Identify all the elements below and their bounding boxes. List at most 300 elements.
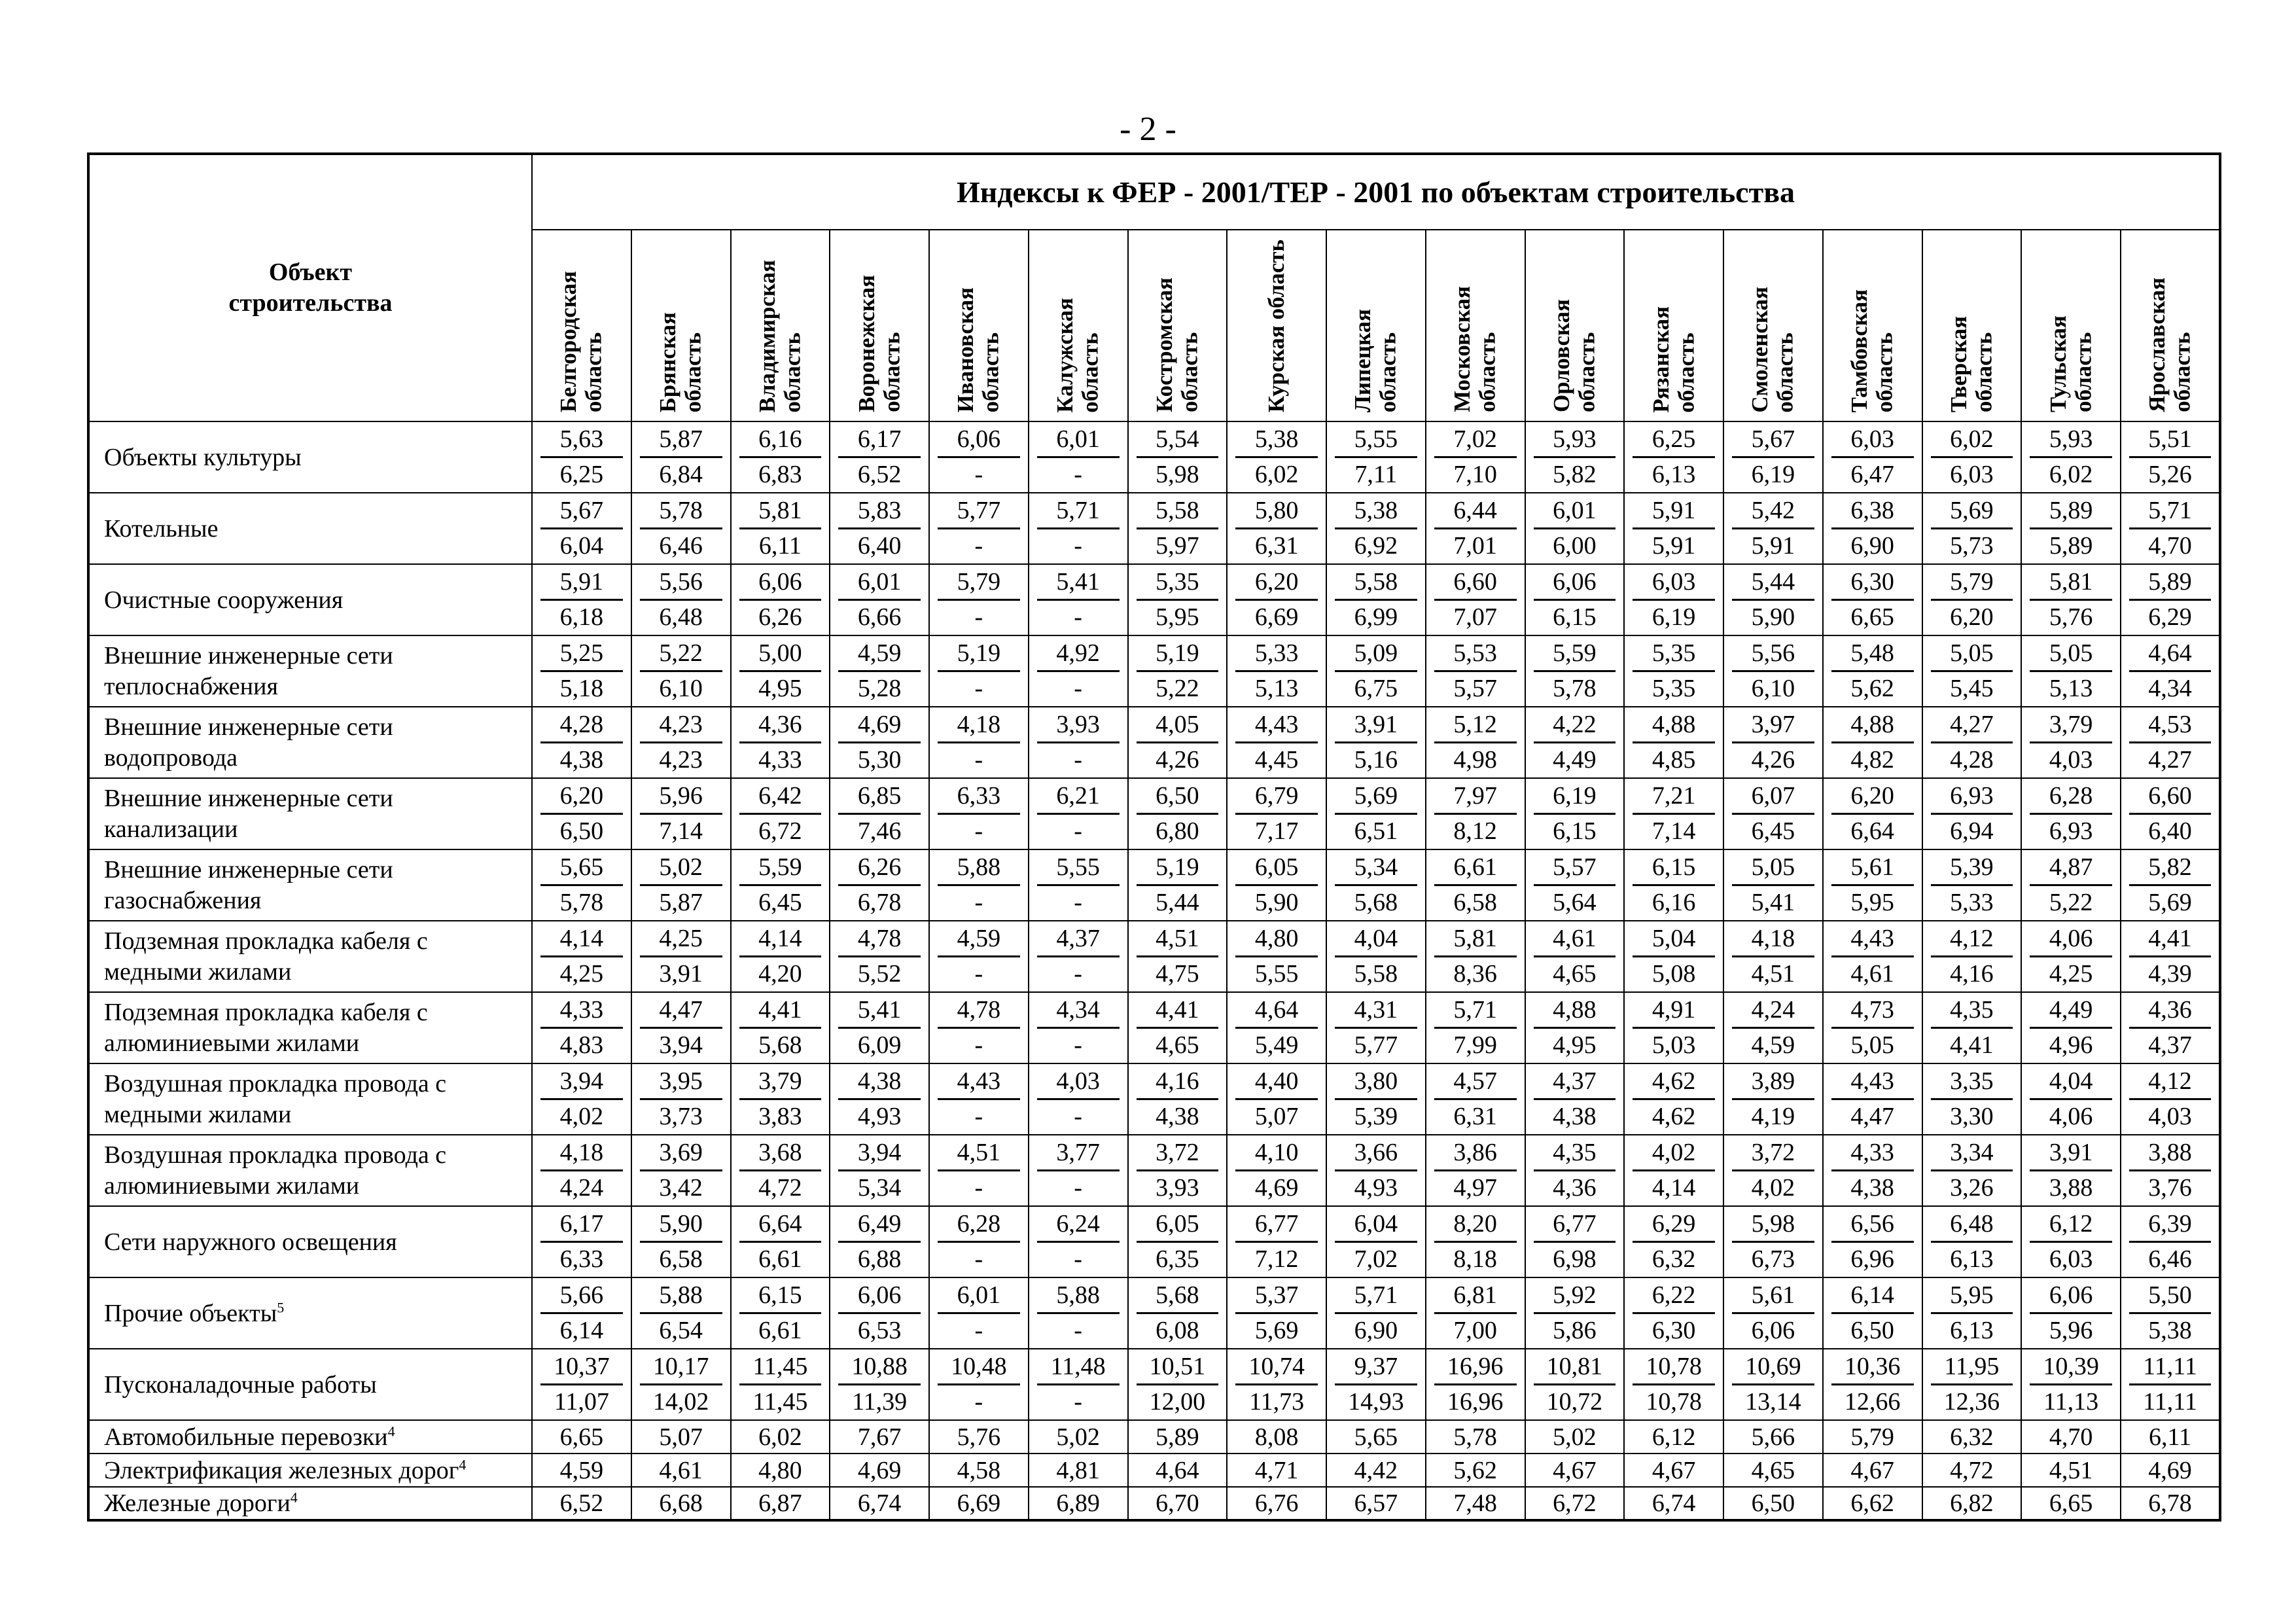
- index-fer: 5,93: [1534, 422, 1616, 458]
- index-cell: [631, 992, 731, 1063]
- index-fer: 5,00: [739, 636, 822, 672]
- region-header: [1029, 230, 1128, 421]
- index-cell: [1128, 707, 1227, 778]
- index-ter: 6,78: [857, 889, 902, 917]
- index-ter: 6,02: [1254, 461, 1299, 489]
- index-ter: 4,34: [2148, 675, 2192, 703]
- index-cell: [1624, 564, 1723, 635]
- index-fer: 10,78: [1633, 1349, 1715, 1385]
- index-fer: 10,51: [1137, 1349, 1219, 1385]
- index-cell: [929, 1063, 1029, 1135]
- object-name: [88, 635, 532, 707]
- index-ter: 6,26: [758, 603, 802, 632]
- index-fer: 4,24: [1732, 993, 1814, 1029]
- index-cell: [1029, 421, 1128, 493]
- index-cell: [2121, 564, 2220, 635]
- index-ter: 6,06: [1751, 1317, 1795, 1345]
- index-cell: [532, 849, 631, 921]
- index-fer: 5,41: [1037, 565, 1120, 601]
- object-name-text: Железные дороги: [104, 1489, 291, 1518]
- index-cell: [1823, 493, 1922, 564]
- object-name: [88, 849, 532, 921]
- region-header: [1723, 230, 1823, 421]
- index-ter: 4,36: [1553, 1174, 1597, 1202]
- index-ter: 7,46: [857, 817, 902, 846]
- index-ter: 3,94: [659, 1031, 703, 1060]
- index-ter: 4,59: [1751, 1031, 1795, 1060]
- index-ter: -: [974, 889, 983, 917]
- index-cell: 6,89: [1029, 1487, 1128, 1520]
- index-cell: [1723, 1277, 1823, 1349]
- index-cell: 4,69: [830, 1454, 929, 1487]
- index-fer: 5,59: [739, 850, 822, 886]
- index-cell: [532, 921, 631, 992]
- index-cell: [1227, 1206, 1326, 1277]
- index-ter: 5,97: [1156, 532, 1199, 560]
- index-cell: [1029, 849, 1128, 921]
- index-ter: 12,00: [1149, 1388, 1206, 1416]
- index-cell: [2121, 1135, 2220, 1206]
- index-cell: [1723, 1349, 1823, 1420]
- index-fer: 4,22: [1534, 707, 1616, 743]
- index-ter: 5,69: [2148, 889, 2192, 917]
- footnote-marker: 4: [459, 1456, 467, 1473]
- index-ter: 5,41: [1751, 889, 1795, 917]
- index-cell: [1029, 921, 1128, 992]
- object-name: [88, 1454, 532, 1487]
- index-cell: [1723, 849, 1823, 921]
- index-cell: [731, 564, 830, 635]
- index-ter: 4,95: [1553, 1031, 1597, 1060]
- index-fer: 6,39: [2129, 1207, 2211, 1243]
- index-ter: 4,28: [1950, 746, 1994, 774]
- index-fer: 7,02: [1434, 422, 1517, 458]
- index-ter: 6,15: [1553, 603, 1597, 632]
- index-cell: [1128, 564, 1227, 635]
- index-cell: 7,67: [830, 1420, 929, 1454]
- index-ter: 5,05: [1850, 1031, 1894, 1060]
- index-cell: [1227, 992, 1326, 1063]
- index-cell: [631, 1135, 731, 1206]
- index-ter: 6,46: [659, 532, 703, 560]
- index-fer: 6,20: [540, 779, 623, 815]
- index-ter: 6,35: [1156, 1245, 1199, 1274]
- index-cell: [2021, 778, 2121, 849]
- footnote-marker: 4: [387, 1423, 395, 1440]
- region-header: [532, 230, 631, 421]
- index-cell: [830, 1063, 929, 1135]
- index-fer: 6,06: [1534, 565, 1616, 601]
- index-ter: 5,45: [1950, 675, 1994, 703]
- index-fer: 5,58: [1137, 493, 1219, 529]
- index-ter: 6,96: [1850, 1245, 1894, 1274]
- index-ter: 5,96: [2049, 1317, 2093, 1345]
- index-cell: [731, 635, 830, 707]
- index-fer: 5,05: [1931, 636, 2013, 672]
- index-cell: [1029, 1349, 1128, 1420]
- index-ter: 3,26: [1950, 1174, 1994, 1202]
- index-fer: 4,49: [2030, 993, 2112, 1029]
- region-header: [1326, 230, 1426, 421]
- index-cell: 4,59: [532, 1454, 631, 1487]
- index-fer: 5,61: [1732, 1278, 1814, 1314]
- index-ter: 4,69: [1254, 1174, 1299, 1202]
- index-cell: [1823, 421, 1922, 493]
- index-cell: [1922, 421, 2022, 493]
- index-ter: 14,93: [1348, 1388, 1404, 1416]
- index-ter: -: [1074, 1388, 1082, 1416]
- index-ter: 6,45: [1751, 817, 1795, 846]
- index-fer: 5,87: [640, 422, 722, 458]
- region-label: Воронежская область: [853, 275, 905, 413]
- index-cell: 6,12: [1624, 1420, 1723, 1454]
- index-ter: 6,90: [1354, 1317, 1398, 1345]
- index-cell: 5,07: [631, 1420, 731, 1454]
- index-fer: 5,77: [938, 493, 1020, 529]
- index-fer: 4,34: [1037, 993, 1120, 1029]
- index-ter: 4,37: [2148, 1031, 2192, 1060]
- index-fer: 4,51: [938, 1135, 1020, 1171]
- index-cell: 5,79: [1823, 1420, 1922, 1454]
- index-cell: [1326, 707, 1426, 778]
- object-name: [88, 1135, 532, 1206]
- index-ter: -: [974, 817, 983, 846]
- index-cell: 4,42: [1326, 1454, 1426, 1487]
- index-fer: 5,19: [1137, 850, 1219, 886]
- index-ter: 6,03: [1950, 461, 1994, 489]
- index-cell: [830, 1206, 929, 1277]
- object-name: [88, 421, 532, 493]
- index-cell: [1922, 849, 2022, 921]
- index-cell: [2021, 1206, 2121, 1277]
- region-label: Липецкая область: [1350, 309, 1401, 413]
- object-name-text: Котельные: [104, 514, 219, 543]
- index-table: [87, 152, 2221, 1522]
- index-fer: 4,41: [739, 993, 822, 1029]
- index-cell: [830, 1277, 929, 1349]
- index-ter: 5,39: [1354, 1103, 1398, 1131]
- index-fer: 5,71: [2129, 493, 2211, 529]
- index-cell: 6,52: [532, 1487, 631, 1520]
- index-ter: 6,84: [659, 461, 703, 489]
- region-header: [1624, 230, 1723, 421]
- index-cell: [731, 493, 830, 564]
- index-fer: 6,60: [2129, 779, 2211, 815]
- index-fer: 5,69: [1931, 493, 2013, 529]
- object-name-text: Пусконаладочные работы: [104, 1370, 377, 1399]
- index-fer: 4,10: [1235, 1135, 1318, 1171]
- index-cell: [731, 1277, 830, 1349]
- index-ter: -: [974, 1031, 983, 1060]
- index-ter: 6,40: [2148, 817, 2192, 846]
- index-cell: [1823, 921, 1922, 992]
- index-cell: [1326, 1063, 1426, 1135]
- index-cell: [631, 1063, 731, 1135]
- index-fer: 6,06: [838, 1278, 921, 1314]
- index-cell: [1227, 778, 1326, 849]
- index-ter: -: [974, 1174, 983, 1202]
- index-fer: 5,50: [2129, 1278, 2211, 1314]
- index-fer: 5,90: [640, 1207, 722, 1243]
- object-name: [88, 1349, 532, 1420]
- index-ter: 4,93: [1354, 1174, 1398, 1202]
- index-fer: 3,80: [1335, 1064, 1417, 1100]
- index-fer: 4,37: [1037, 921, 1120, 957]
- index-cell: 4,71: [1227, 1454, 1326, 1487]
- index-ter: 4,24: [559, 1174, 604, 1202]
- index-cell: [1723, 778, 1823, 849]
- index-ter: 6,13: [1950, 1245, 1994, 1274]
- index-fer: 6,79: [1235, 779, 1318, 815]
- index-fer: 4,18: [938, 707, 1020, 743]
- index-cell: 4,67: [1823, 1454, 1922, 1487]
- index-fer: 6,77: [1534, 1207, 1616, 1243]
- index-cell: [532, 992, 631, 1063]
- index-fer: 4,25: [640, 921, 722, 957]
- index-cell: [631, 564, 731, 635]
- index-cell: [1326, 493, 1426, 564]
- index-fer: 5,71: [1037, 493, 1120, 529]
- index-cell: [1227, 635, 1326, 707]
- index-cell: [1029, 1135, 1128, 1206]
- index-ter: 5,13: [1254, 675, 1299, 703]
- index-cell: [1326, 1206, 1426, 1277]
- index-cell: [1029, 493, 1128, 564]
- index-cell: [1823, 1206, 1922, 1277]
- index-cell: [1723, 493, 1823, 564]
- index-fer: 6,21: [1037, 779, 1120, 815]
- index-cell: [1823, 1349, 1922, 1420]
- index-fer: 6,85: [838, 779, 921, 815]
- table-row: [88, 849, 2220, 921]
- index-fer: 4,57: [1434, 1064, 1517, 1100]
- index-ter: 6,94: [1950, 817, 1994, 846]
- index-fer: 4,88: [1633, 707, 1715, 743]
- index-ter: 4,20: [758, 960, 802, 988]
- index-cell: 5,62: [1426, 1454, 1525, 1487]
- index-ter: 6,14: [559, 1317, 604, 1345]
- index-ter: 7,02: [1354, 1245, 1398, 1274]
- index-cell: [1128, 1277, 1227, 1349]
- index-ter: 7,10: [1453, 461, 1497, 489]
- index-fer: 5,69: [1335, 779, 1417, 815]
- index-ter: 5,89: [2049, 532, 2093, 560]
- index-fer: 6,42: [739, 779, 822, 815]
- region-label: Владимирская область: [754, 259, 805, 413]
- index-cell: [532, 778, 631, 849]
- object-name: [88, 1487, 532, 1520]
- index-cell: [830, 564, 929, 635]
- index-fer: 3,79: [739, 1064, 822, 1100]
- index-fer: 5,54: [1137, 422, 1219, 458]
- index-fer: 4,69: [838, 707, 921, 743]
- index-fer: 5,22: [640, 636, 722, 672]
- index-cell: [1723, 1135, 1823, 1206]
- index-cell: [1227, 493, 1326, 564]
- index-cell: 6,62: [1823, 1487, 1922, 1520]
- index-fer: 5,34: [1335, 850, 1417, 886]
- index-cell: [1624, 921, 1723, 992]
- index-fer: 5,96: [640, 779, 722, 815]
- table-row: [88, 1063, 2220, 1135]
- index-ter: 6,92: [1354, 532, 1398, 560]
- index-cell: [1128, 421, 1227, 493]
- index-cell: [929, 921, 1029, 992]
- index-cell: [1128, 1135, 1227, 1206]
- index-fer: 11,95: [1931, 1349, 2013, 1385]
- index-ter: 4,16: [1950, 960, 1994, 988]
- index-ter: 6,32: [1651, 1245, 1696, 1274]
- index-cell: [1922, 1206, 2022, 1277]
- index-cell: [1624, 493, 1723, 564]
- index-ter: 6,46: [2148, 1245, 2192, 1274]
- index-fer: 3,68: [739, 1135, 822, 1171]
- index-cell: [1922, 778, 2022, 849]
- object-name-text: Объекты культуры: [104, 443, 302, 471]
- index-fer: 6,17: [540, 1207, 623, 1243]
- index-ter: 5,35: [1651, 675, 1696, 703]
- region-label: Орловская область: [1548, 299, 1600, 413]
- index-cell: [830, 707, 929, 778]
- index-ter: 7,07: [1453, 603, 1497, 632]
- index-cell: [830, 992, 929, 1063]
- index-ter: 11,07: [554, 1388, 609, 1416]
- index-cell: 4,65: [1723, 1454, 1823, 1487]
- index-ter: 12,66: [1844, 1388, 1901, 1416]
- index-ter: 6,09: [857, 1031, 902, 1060]
- index-fer: 6,48: [1931, 1207, 2013, 1243]
- table-row: [88, 1277, 2220, 1349]
- region-label: Брянская область: [655, 312, 706, 413]
- index-ter: 5,73: [1950, 532, 1994, 560]
- index-ter: 4,03: [2049, 746, 2093, 774]
- index-cell: [631, 1206, 731, 1277]
- index-fer: 5,19: [938, 636, 1020, 672]
- index-cell: [532, 1206, 631, 1277]
- index-ter: 6,15: [1553, 817, 1597, 846]
- index-cell: [1326, 921, 1426, 992]
- index-cell: 8,08: [1227, 1420, 1326, 1454]
- index-cell: [1723, 707, 1823, 778]
- index-fer: 6,19: [1534, 779, 1616, 815]
- index-cell: [929, 493, 1029, 564]
- index-ter: 3,42: [659, 1174, 703, 1202]
- index-ter: 14,02: [652, 1388, 709, 1416]
- index-ter: 5,18: [559, 675, 604, 703]
- index-ter: -: [974, 1245, 983, 1274]
- index-ter: 11,45: [752, 1388, 808, 1416]
- table-row: [88, 1487, 2220, 1520]
- object-column-header: Объект строительства: [88, 154, 532, 421]
- index-ter: 11,39: [852, 1388, 908, 1416]
- index-cell: [1426, 493, 1525, 564]
- index-ter: -: [1074, 675, 1082, 703]
- index-ter: 5,30: [857, 746, 902, 774]
- index-ter: 6,40: [857, 532, 902, 560]
- index-fer: 3,95: [640, 1064, 722, 1100]
- index-ter: 6,00: [1553, 532, 1597, 560]
- index-cell: [631, 1277, 731, 1349]
- index-cell: [1823, 1135, 1922, 1206]
- index-cell: [2121, 421, 2220, 493]
- index-fer: 5,67: [1732, 422, 1814, 458]
- index-ter: 5,78: [1553, 675, 1597, 703]
- index-ter: -: [974, 1388, 983, 1416]
- index-cell: 6,70: [1128, 1487, 1227, 1520]
- region-header: [929, 230, 1029, 421]
- index-cell: [1525, 421, 1625, 493]
- index-cell: [731, 992, 830, 1063]
- index-fer: 4,40: [1235, 1064, 1318, 1100]
- index-ter: 6,45: [758, 889, 802, 917]
- index-cell: 4,64: [1128, 1454, 1227, 1487]
- index-fer: 4,41: [1137, 993, 1219, 1029]
- index-ter: 13,14: [1745, 1388, 1801, 1416]
- index-fer: 4,92: [1037, 636, 1120, 672]
- index-ter: 5,91: [1651, 532, 1696, 560]
- index-cell: [731, 921, 830, 992]
- index-cell: [1029, 635, 1128, 707]
- index-fer: 10,39: [2030, 1349, 2112, 1385]
- index-cell: 4,51: [2021, 1454, 2121, 1487]
- index-cell: [1525, 707, 1625, 778]
- index-cell: [1922, 992, 2022, 1063]
- index-fer: 4,59: [838, 636, 921, 672]
- index-cell: [1326, 421, 1426, 493]
- index-ter: -: [1074, 889, 1082, 917]
- index-cell: 4,70: [2021, 1420, 2121, 1454]
- index-fer: 6,01: [1534, 493, 1616, 529]
- index-ter: 4,83: [559, 1031, 604, 1060]
- index-fer: 4,27: [1931, 707, 2013, 743]
- index-cell: [1525, 1277, 1625, 1349]
- index-ter: 16,96: [1447, 1388, 1504, 1416]
- region-header: [2021, 230, 2121, 421]
- index-fer: 6,61: [1434, 850, 1517, 886]
- index-ter: 4,38: [1156, 1103, 1199, 1131]
- index-cell: 4,58: [929, 1454, 1029, 1487]
- index-fer: 6,15: [1633, 850, 1715, 886]
- index-cell: [631, 493, 731, 564]
- index-fer: 6,26: [838, 850, 921, 886]
- index-ter: 6,13: [1950, 1317, 1994, 1345]
- table-row: [88, 1135, 2220, 1206]
- index-fer: 4,18: [1732, 921, 1814, 957]
- index-fer: 5,82: [2129, 850, 2211, 886]
- index-fer: 5,66: [540, 1278, 623, 1314]
- index-fer: 5,95: [1931, 1278, 2013, 1314]
- index-cell: [2121, 778, 2220, 849]
- index-fer: 5,93: [2030, 422, 2112, 458]
- index-cell: [1723, 1206, 1823, 1277]
- index-fer: 4,35: [1534, 1135, 1616, 1171]
- index-cell: [2121, 707, 2220, 778]
- index-cell: [631, 778, 731, 849]
- index-ter: 3,88: [2049, 1174, 2093, 1202]
- index-cell: [830, 849, 929, 921]
- table-row: [88, 564, 2220, 635]
- table-row: [88, 778, 2220, 849]
- index-cell: 5,65: [1326, 1420, 1426, 1454]
- index-fer: 5,12: [1434, 707, 1517, 743]
- index-ter: 4,70: [2148, 532, 2192, 560]
- index-fer: 5,19: [1137, 636, 1219, 672]
- index-ter: 10,78: [1646, 1388, 1702, 1416]
- index-fer: 10,48: [938, 1349, 1020, 1385]
- index-ter: 7,12: [1254, 1245, 1299, 1274]
- index-ter: 4,25: [559, 960, 604, 988]
- index-cell: [1326, 635, 1426, 707]
